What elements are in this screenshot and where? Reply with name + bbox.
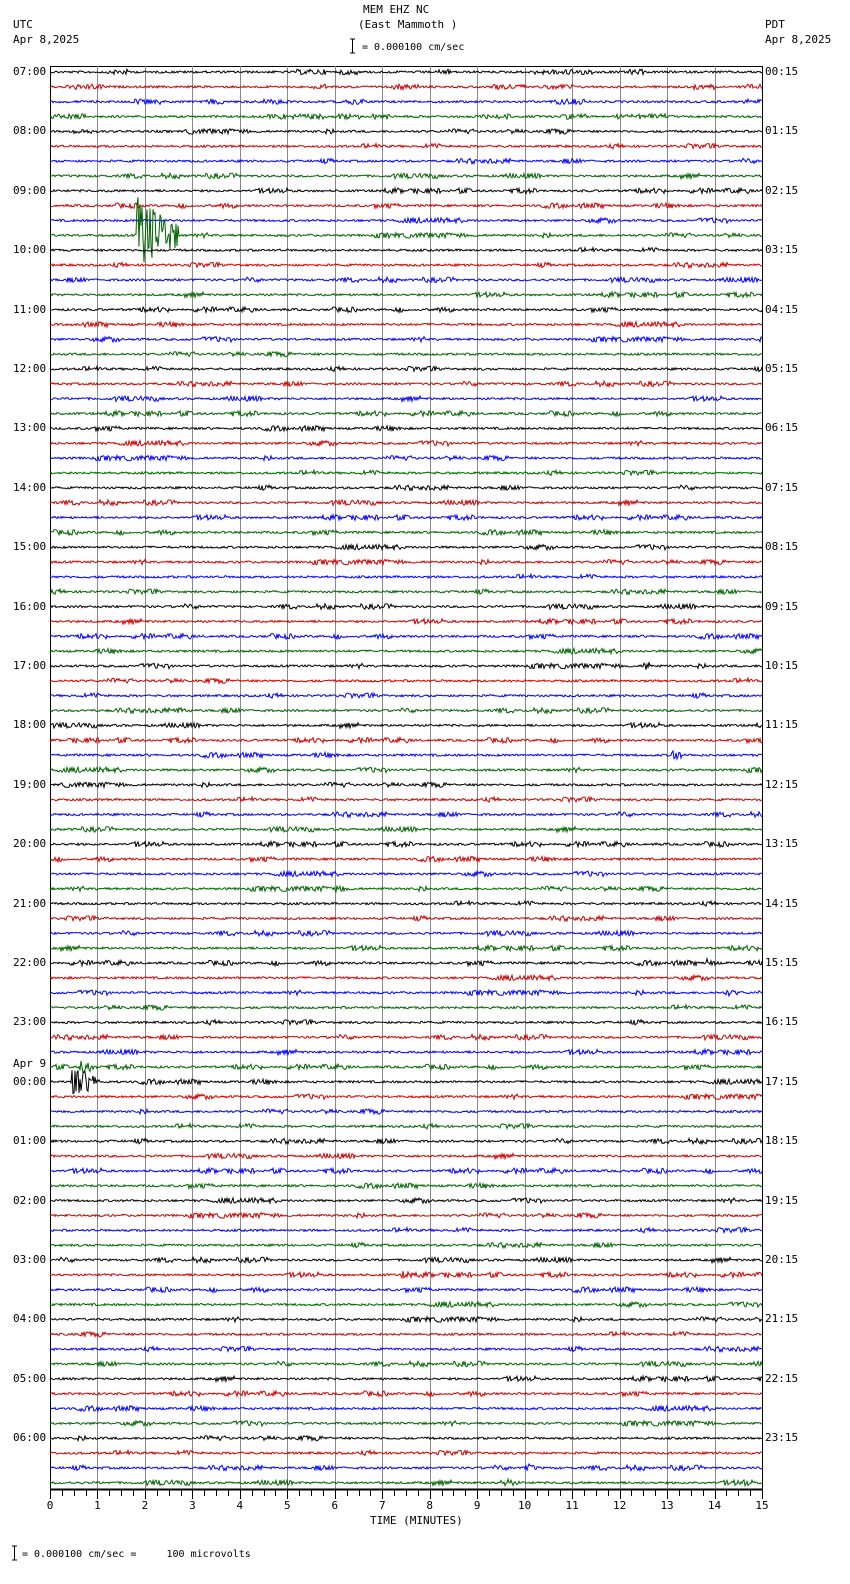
- utc-hour-label: 14:00: [13, 480, 47, 494]
- seismic-trace: [50, 931, 762, 936]
- seismic-trace: [50, 1049, 762, 1054]
- seismic-trace: [50, 396, 762, 401]
- x-tick-label: 0: [46, 1499, 54, 1512]
- seismic-trace: [50, 1406, 762, 1411]
- station-title: MEM EHZ NC: [363, 3, 430, 16]
- seismic-trace: [50, 1228, 762, 1233]
- seismic-trace: [50, 662, 762, 670]
- seismic-trace: [50, 1020, 762, 1025]
- utc-hour-label: 03:00: [13, 1253, 47, 1266]
- seismic-trace: [50, 1347, 762, 1352]
- seismic-trace: [50, 485, 762, 490]
- seismic-trace: [50, 1287, 762, 1293]
- seismic-trace: [50, 99, 762, 104]
- seismic-trace: [50, 322, 762, 327]
- right-date: Apr 8,2025: [765, 33, 832, 46]
- utc-hour-label: 23:00: [13, 1015, 47, 1029]
- pdt-hour-label: 06:15: [765, 421, 799, 435]
- seismic-trace: [50, 144, 762, 149]
- seismic-trace: [50, 1421, 762, 1426]
- seismic-trace: [50, 574, 762, 578]
- date-change-label: Apr 9: [13, 1056, 47, 1070]
- seismic-trace: [50, 456, 762, 461]
- seismic-trace: [50, 158, 762, 163]
- x-tick-label: 11: [565, 1499, 579, 1512]
- seismic-trace: [50, 263, 762, 268]
- right-timezone: PDT: [765, 18, 785, 31]
- seismic-trace: [50, 797, 762, 802]
- seismic-trace: [50, 959, 762, 966]
- utc-hour-label: 00:00: [13, 1074, 47, 1088]
- seismic-trace: [50, 248, 762, 252]
- seismic-trace: [50, 366, 762, 371]
- seismic-trace: [50, 1332, 762, 1337]
- utc-hour-label: 15:00: [13, 540, 47, 554]
- seismic-trace: [50, 1061, 762, 1073]
- seismic-trace: [50, 767, 762, 772]
- seismic-trace: [50, 559, 762, 564]
- x-tick-label: 15: [755, 1499, 769, 1512]
- x-tick-label: 10: [518, 1499, 532, 1512]
- pdt-hour-label: 15:15: [765, 956, 799, 969]
- pdt-hour-label: 22:15: [765, 1371, 799, 1385]
- seismic-trace: [50, 203, 762, 208]
- utc-hour-label: 05:00: [13, 1371, 47, 1385]
- seismic-trace: [50, 197, 762, 262]
- x-tick-label: 7: [378, 1499, 386, 1512]
- pdt-hour-label: 11:15: [765, 718, 799, 732]
- utc-hour-label: 12:00: [13, 362, 47, 375]
- seismic-trace: [50, 352, 762, 357]
- utc-hour-label: 17:00: [13, 659, 47, 672]
- seismic-trace: [50, 856, 762, 861]
- seismic-trace: [50, 114, 762, 119]
- seismic-trace: [50, 1213, 762, 1218]
- seismic-trace: [50, 975, 762, 980]
- utc-hour-label: 11:00: [13, 302, 47, 316]
- pdt-hour-label: 07:15: [765, 480, 799, 494]
- seismic-trace: [50, 1271, 762, 1278]
- pdt-hour-label: 10:15: [765, 659, 799, 672]
- utc-hour-label: 07:00: [13, 65, 47, 78]
- seismic-trace: [50, 1450, 762, 1455]
- left-date: Apr 8,2025: [13, 33, 80, 46]
- seismic-trace: [50, 188, 762, 193]
- seismic-trace: [50, 1094, 762, 1099]
- seismic-trace: [50, 693, 762, 698]
- seismic-trace: [50, 1302, 762, 1307]
- seismic-trace: [50, 1464, 762, 1471]
- seismic-trace: [50, 1168, 762, 1173]
- utc-hour-label: 10:00: [13, 243, 47, 257]
- x-tick-label: 2: [141, 1499, 149, 1512]
- utc-hour-label: 02:00: [13, 1193, 47, 1207]
- scale-label: = 0.000100 cm/sec: [362, 42, 465, 53]
- pdt-hour-label: 20:15: [765, 1253, 799, 1266]
- seismic-trace: [50, 129, 762, 134]
- x-tick-label: 3: [189, 1499, 196, 1512]
- x-tick-label: 1: [94, 1499, 101, 1512]
- seismic-trace: [50, 1139, 762, 1144]
- utc-hour-label: 22:00: [13, 956, 47, 969]
- seismic-trace: [50, 515, 762, 520]
- seismic-trace: [50, 337, 762, 342]
- seismic-trace: [50, 619, 762, 624]
- x-tick-label: 4: [236, 1499, 244, 1512]
- seismic-trace: [50, 1070, 762, 1093]
- seismic-trace: [50, 990, 762, 996]
- x-tick-label: 13: [660, 1499, 674, 1512]
- left-timezone: UTC: [13, 18, 33, 31]
- x-tick-label: 6: [331, 1499, 339, 1512]
- seismic-trace: [50, 1436, 762, 1441]
- x-tick-label: 8: [426, 1499, 434, 1512]
- seismic-trace: [50, 738, 762, 743]
- seismic-trace: [50, 946, 762, 951]
- seismic-trace: [50, 1183, 762, 1188]
- utc-hour-label: 06:00: [13, 1431, 47, 1445]
- x-tick-label: 9: [473, 1499, 481, 1512]
- seismic-trace: [50, 1317, 762, 1322]
- seismic-trace: [50, 441, 762, 446]
- seismic-trace: [50, 871, 762, 876]
- seismic-trace: [50, 649, 762, 654]
- seismic-trace: [50, 589, 762, 594]
- station-location: (East Mammoth ): [358, 18, 458, 31]
- utc-hour-label: 08:00: [13, 124, 47, 138]
- seismic-trace: [50, 470, 762, 475]
- seismic-trace: [50, 1005, 762, 1010]
- seismic-trace: [50, 426, 762, 431]
- pdt-hour-label: 19:15: [765, 1193, 799, 1207]
- seismic-trace: [50, 1376, 762, 1381]
- pdt-hour-label: 18:15: [765, 1134, 799, 1148]
- seismic-trace: [50, 634, 762, 639]
- pdt-hour-label: 02:15: [765, 183, 799, 197]
- pdt-hour-label: 23:15: [765, 1431, 799, 1445]
- seismic-trace: [50, 292, 762, 297]
- seismic-trace: [50, 277, 762, 282]
- footer-scale-label: = 0.000100 cm/sec = 100 microvolts: [22, 1549, 251, 1560]
- pdt-hour-label: 21:15: [765, 1312, 799, 1326]
- utc-hour-label: 16:00: [13, 599, 47, 613]
- utc-hour-label: 18:00: [13, 718, 47, 732]
- seismic-trace: [50, 751, 762, 759]
- pdt-hour-label: 16:15: [765, 1015, 799, 1029]
- seismic-trace: [50, 381, 762, 386]
- seismic-trace: [50, 1035, 762, 1040]
- seismic-trace: [50, 604, 762, 609]
- pdt-hour-label: 03:15: [765, 243, 799, 257]
- utc-hour-label: 04:00: [13, 1312, 47, 1326]
- seismic-trace: [50, 886, 762, 892]
- pdt-hour-label: 08:15: [765, 540, 799, 554]
- seismic-trace: [50, 1198, 762, 1203]
- seismic-trace: [50, 307, 762, 312]
- seismic-trace: [50, 1391, 762, 1396]
- seismic-trace: [50, 916, 762, 921]
- seismic-trace: [50, 1243, 762, 1248]
- seismic-trace: [50, 1257, 762, 1262]
- pdt-hour-label: 12:15: [765, 777, 799, 791]
- seismic-trace: [50, 901, 762, 906]
- utc-hour-label: 09:00: [13, 183, 47, 197]
- seismic-trace: [50, 1479, 762, 1486]
- seismic-trace: [50, 411, 762, 416]
- utc-hour-label: 01:00: [13, 1134, 47, 1148]
- utc-hour-label: 19:00: [13, 777, 47, 791]
- pdt-hour-label: 04:15: [765, 302, 799, 316]
- seismic-trace: [50, 827, 762, 832]
- x-axis-label: TIME (MINUTES): [370, 1514, 463, 1527]
- seismic-trace: [50, 842, 762, 847]
- seismic-trace: [50, 1109, 762, 1114]
- pdt-hour-label: 00:15: [765, 65, 799, 78]
- seismic-trace: [50, 530, 762, 535]
- pdt-hour-label: 17:15: [765, 1074, 799, 1088]
- utc-hour-label: 20:00: [13, 837, 47, 851]
- footer-scale-bar-icon: [12, 1546, 17, 1560]
- seismic-trace: [50, 812, 762, 817]
- seismic-trace: [50, 782, 762, 787]
- pdt-hour-label: 14:15: [765, 896, 799, 910]
- seismic-trace: [50, 1153, 762, 1158]
- x-tick-label: 12: [612, 1499, 627, 1512]
- seismic-trace: [50, 1124, 762, 1129]
- x-tick-label: 14: [707, 1499, 722, 1512]
- pdt-hour-label: 13:15: [765, 837, 799, 851]
- pdt-hour-label: 05:15: [765, 362, 799, 375]
- seismic-trace: [50, 500, 762, 505]
- seismic-trace: [50, 218, 762, 223]
- pdt-hour-label: 09:15: [765, 599, 799, 613]
- seismic-trace: [50, 84, 762, 89]
- seismic-trace: [50, 1361, 762, 1366]
- utc-hour-label: 13:00: [13, 421, 47, 435]
- seismic-trace: [50, 173, 762, 178]
- pdt-hour-label: 01:15: [765, 124, 799, 138]
- seismic-trace: [50, 545, 762, 550]
- seismic-trace: [50, 723, 762, 728]
- utc-hour-label: 21:00: [13, 896, 47, 910]
- seismic-trace: [50, 678, 762, 683]
- x-tick-label: 5: [284, 1499, 291, 1512]
- scale-bar-icon: [350, 39, 355, 53]
- seismic-trace: [50, 69, 762, 74]
- seismic-trace: [50, 708, 762, 713]
